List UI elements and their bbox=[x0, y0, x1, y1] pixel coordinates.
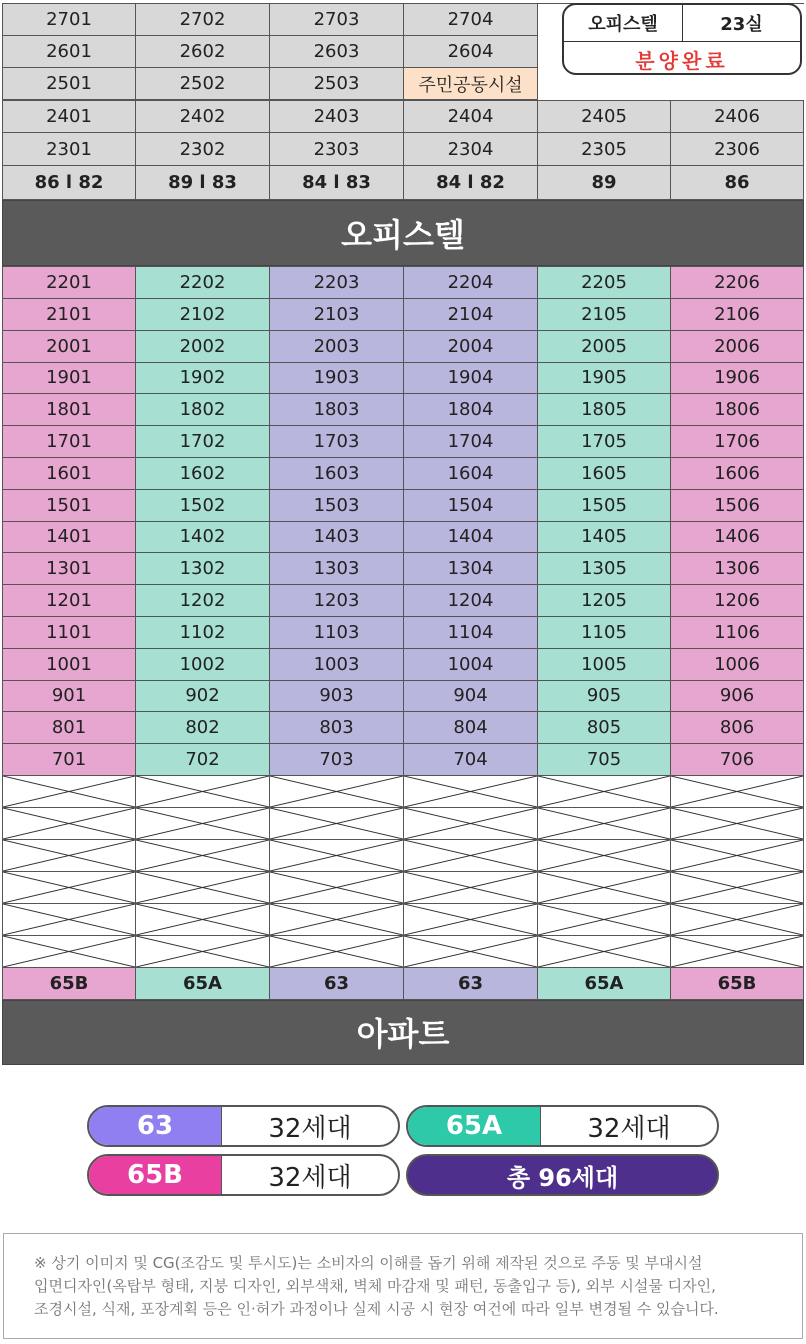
unit-cell: 706 bbox=[671, 744, 804, 776]
disclaimer-line: 조경시설, 식재, 포장계획 등은 인·허가 과정이나 실제 시공 시 현장 여건에 따라 일부 변경될 수 있습니다. bbox=[34, 1300, 719, 1318]
empty-unit-cell bbox=[2, 872, 136, 904]
unit-cell: 1004 bbox=[404, 649, 538, 681]
empty-unit-cell bbox=[270, 936, 404, 968]
empty-unit-cell bbox=[671, 840, 804, 872]
empty-unit-cell bbox=[538, 808, 671, 840]
empty-unit-cell bbox=[538, 872, 671, 904]
empty-unit-cell bbox=[404, 840, 538, 872]
unit-cell: 2005 bbox=[538, 331, 671, 363]
disclaimer-line: 입면디자인(옥탑부 형태, 지붕 디자인, 외부색채, 벽체 마감재 및 패턴, 동출입구 등), 외부 시설물 디자인, bbox=[34, 1277, 716, 1295]
apartment-unit-rows bbox=[2, 266, 804, 776]
unit-cell: 1303 bbox=[270, 553, 404, 585]
unit-cell: 1605 bbox=[538, 458, 671, 490]
unit-cell: 2101 bbox=[2, 299, 136, 331]
unit-cell: 1604 bbox=[404, 458, 538, 490]
empty-unit-cell bbox=[136, 904, 270, 936]
empty-unit-cell bbox=[136, 776, 270, 808]
empty-floor-row bbox=[2, 808, 804, 840]
unit-cell: 2703 bbox=[270, 4, 404, 36]
unit-cell: 2405 bbox=[538, 101, 671, 133]
legend-65b bbox=[87, 1154, 400, 1196]
unit-cell: 1105 bbox=[538, 617, 671, 649]
unit-cell: 1703 bbox=[270, 426, 404, 458]
unit-cell: 1306 bbox=[671, 553, 804, 585]
unit-cell: 1903 bbox=[270, 363, 404, 395]
unit-cell: 1801 bbox=[2, 394, 136, 426]
unit-cell: 1301 bbox=[2, 553, 136, 585]
legend-type: 65B bbox=[89, 1156, 221, 1194]
unit-cell: 2702 bbox=[136, 4, 270, 36]
empty-unit-cell bbox=[2, 776, 136, 808]
empty-unit-cell bbox=[538, 840, 671, 872]
status-count: 23실 bbox=[720, 14, 763, 35]
empty-unit-cell bbox=[404, 776, 538, 808]
unit-cell: 1205 bbox=[538, 585, 671, 617]
legend-type: 63 bbox=[89, 1107, 221, 1145]
unit-cell: 901 bbox=[2, 681, 136, 713]
unit-cell: 2001 bbox=[2, 331, 136, 363]
unit-cell: 1503 bbox=[270, 490, 404, 522]
unit-cell: 1002 bbox=[136, 649, 270, 681]
unit-cell: 1504 bbox=[404, 490, 538, 522]
unit-cell: 1101 bbox=[2, 617, 136, 649]
sold-out-label: 분양완료 bbox=[635, 48, 729, 73]
empty-unit-cell bbox=[270, 808, 404, 840]
apartment-row bbox=[2, 458, 804, 490]
unit-cell: 2701 bbox=[2, 4, 136, 36]
empty-unit-cell bbox=[2, 936, 136, 968]
unit-cell: 1803 bbox=[270, 394, 404, 426]
unit-cell: 2603 bbox=[270, 36, 404, 68]
unit-cell: 1501 bbox=[2, 490, 136, 522]
unit-cell: 1302 bbox=[136, 553, 270, 585]
unit-cell: 2103 bbox=[270, 299, 404, 331]
empty-unit-cell bbox=[538, 936, 671, 968]
unit-cell: 2502 bbox=[136, 68, 270, 100]
unit-cell: 1802 bbox=[136, 394, 270, 426]
unit-cell: 705 bbox=[538, 744, 671, 776]
unit-cell: 1505 bbox=[538, 490, 671, 522]
lower-floor-rows bbox=[2, 776, 804, 968]
unit-cell: 1502 bbox=[136, 490, 270, 522]
type-cell: 65B bbox=[2, 968, 136, 1000]
legend-count: 32세대 bbox=[540, 1107, 717, 1145]
unit-cell: 1202 bbox=[136, 585, 270, 617]
empty-unit-cell bbox=[2, 808, 136, 840]
unit-cell: 1905 bbox=[538, 363, 671, 395]
disclaimer-line: ※ 상기 이미지 및 CG(조감도 및 투시도)는 소비자의 이해를 돕기 위해 제작된 것으로 주동 및 부대시설 bbox=[34, 1254, 703, 1272]
empty-unit-cell bbox=[404, 936, 538, 968]
unit-cell: 902 bbox=[136, 681, 270, 713]
legend-total: 총 96세대 bbox=[406, 1154, 719, 1196]
unit-cell: 903 bbox=[270, 681, 404, 713]
unit-cell: 701 bbox=[2, 744, 136, 776]
unit-cell: 2006 bbox=[671, 331, 804, 363]
empty-unit-cell bbox=[671, 776, 804, 808]
empty-unit-cell bbox=[2, 904, 136, 936]
unit-cell: 2306 bbox=[671, 133, 804, 166]
unit-cell: 2402 bbox=[136, 101, 270, 133]
unit-cell: 1102 bbox=[136, 617, 270, 649]
unit-cell: 704 bbox=[404, 744, 538, 776]
empty-unit-cell bbox=[404, 808, 538, 840]
apartment-row bbox=[2, 490, 804, 522]
unit-cell: 1702 bbox=[136, 426, 270, 458]
apartment-row bbox=[2, 617, 804, 649]
unit-cell: 1806 bbox=[671, 394, 804, 426]
unit-cell: 2604 bbox=[404, 36, 538, 68]
unit-cell: 2501 bbox=[2, 68, 136, 100]
unit-cell: 2403 bbox=[270, 101, 404, 133]
type-cell: 65A bbox=[136, 968, 270, 1000]
empty-unit-cell bbox=[136, 840, 270, 872]
empty-floor-row bbox=[2, 872, 804, 904]
empty-unit-cell bbox=[671, 904, 804, 936]
unit-cell: 805 bbox=[538, 712, 671, 744]
unit-cell: 1304 bbox=[404, 553, 538, 585]
unit-cell: 1005 bbox=[538, 649, 671, 681]
apartment-row bbox=[2, 681, 804, 713]
legend-65a bbox=[406, 1105, 719, 1147]
unit-cell: 1705 bbox=[538, 426, 671, 458]
apartment-row bbox=[2, 553, 804, 585]
unit-cell: 1401 bbox=[2, 522, 136, 554]
unit-cell: 2102 bbox=[136, 299, 270, 331]
unit-cell: 1106 bbox=[671, 617, 804, 649]
unit-cell: 1104 bbox=[404, 617, 538, 649]
unit-cell: 1006 bbox=[671, 649, 804, 681]
type-cell: 89 bbox=[538, 166, 671, 200]
unit-cell: 905 bbox=[538, 681, 671, 713]
unit-cell: 2304 bbox=[404, 133, 538, 166]
unit-cell: 904 bbox=[404, 681, 538, 713]
legend-63 bbox=[87, 1105, 400, 1147]
unit-cell: 1203 bbox=[270, 585, 404, 617]
unit-cell: 1305 bbox=[538, 553, 671, 585]
sale-status-box bbox=[562, 3, 802, 75]
apartment-type-row bbox=[2, 968, 804, 1000]
officetel-band: 오피스텔 bbox=[2, 200, 804, 266]
empty-unit-cell bbox=[136, 808, 270, 840]
unit-cell: 1606 bbox=[671, 458, 804, 490]
unit-cell: 1204 bbox=[404, 585, 538, 617]
empty-unit-cell bbox=[270, 904, 404, 936]
unit-cell: 802 bbox=[136, 712, 270, 744]
unit-cell: 2601 bbox=[2, 36, 136, 68]
type-cell: 89 l 83 bbox=[136, 166, 270, 200]
type-cell: 86 l 82 bbox=[2, 166, 136, 200]
empty-unit-cell bbox=[136, 872, 270, 904]
empty-floor-row bbox=[2, 936, 804, 968]
unit-cell: 2704 bbox=[404, 4, 538, 36]
unit-cell: 1906 bbox=[671, 363, 804, 395]
empty-unit-cell bbox=[270, 776, 404, 808]
type-cell: 63 bbox=[404, 968, 538, 1000]
apartment-band: 아파트 bbox=[2, 1000, 804, 1065]
unit-cell: 1901 bbox=[2, 363, 136, 395]
unit-cell: 2602 bbox=[136, 36, 270, 68]
unit-cell: 906 bbox=[671, 681, 804, 713]
unit-cell: 1201 bbox=[2, 585, 136, 617]
type-cell: 65A bbox=[538, 968, 671, 1000]
row-23 bbox=[2, 133, 804, 166]
community-facility-cell: 주민공동시설 bbox=[404, 68, 538, 100]
legend-type: 65A bbox=[408, 1107, 540, 1145]
unit-cell: 1001 bbox=[2, 649, 136, 681]
unit-cell: 1805 bbox=[538, 394, 671, 426]
unit-cell: 1904 bbox=[404, 363, 538, 395]
empty-floor-row bbox=[2, 840, 804, 872]
unit-cell: 804 bbox=[404, 712, 538, 744]
unit-cell: 702 bbox=[136, 744, 270, 776]
empty-unit-cell bbox=[136, 936, 270, 968]
unit-cell: 1706 bbox=[671, 426, 804, 458]
empty-floor-row bbox=[2, 776, 804, 808]
apartment-row bbox=[2, 363, 804, 395]
unit-cell: 2301 bbox=[2, 133, 136, 166]
unit-cell: 2202 bbox=[136, 267, 270, 299]
unit-cell: 1402 bbox=[136, 522, 270, 554]
legend-count: 32세대 bbox=[221, 1107, 398, 1145]
unit-cell: 2201 bbox=[2, 267, 136, 299]
unit-cell: 2106 bbox=[671, 299, 804, 331]
unit-cell: 1902 bbox=[136, 363, 270, 395]
floor-plan-grid bbox=[2, 3, 804, 1065]
unit-cell: 1406 bbox=[671, 522, 804, 554]
unit-cell: 1602 bbox=[136, 458, 270, 490]
unit-cell: 806 bbox=[671, 712, 804, 744]
empty-unit-cell bbox=[270, 872, 404, 904]
status-type: 오피스텔 bbox=[564, 5, 683, 41]
unit-cell: 2206 bbox=[671, 267, 804, 299]
unit-cell: 1704 bbox=[404, 426, 538, 458]
row-24 bbox=[2, 100, 804, 133]
apartment-row bbox=[2, 744, 804, 776]
unit-cell: 1003 bbox=[270, 649, 404, 681]
empty-unit-cell bbox=[671, 936, 804, 968]
unit-cell: 1701 bbox=[2, 426, 136, 458]
empty-unit-cell bbox=[404, 904, 538, 936]
unit-cell: 2303 bbox=[270, 133, 404, 166]
empty-floor-row bbox=[2, 904, 804, 936]
apartment-row bbox=[2, 649, 804, 681]
empty-unit-cell bbox=[538, 776, 671, 808]
empty-unit-cell bbox=[671, 808, 804, 840]
apartment-row bbox=[2, 331, 804, 363]
empty-unit-cell bbox=[671, 872, 804, 904]
unit-cell: 2305 bbox=[538, 133, 671, 166]
unit-cell: 1103 bbox=[270, 617, 404, 649]
unit-cell: 1206 bbox=[671, 585, 804, 617]
type-cell: 65B bbox=[671, 968, 804, 1000]
unit-cell: 801 bbox=[2, 712, 136, 744]
unit-cell: 2205 bbox=[538, 267, 671, 299]
unit-cell: 703 bbox=[270, 744, 404, 776]
apartment-row bbox=[2, 585, 804, 617]
unit-cell: 2404 bbox=[404, 101, 538, 133]
type-cell: 86 bbox=[671, 166, 804, 200]
unit-cell: 1506 bbox=[671, 490, 804, 522]
unit-cell: 2401 bbox=[2, 101, 136, 133]
apartment-row bbox=[2, 426, 804, 458]
type-cell: 84 l 82 bbox=[404, 166, 538, 200]
type-cell: 63 bbox=[270, 968, 404, 1000]
unit-cell: 1603 bbox=[270, 458, 404, 490]
empty-unit-cell bbox=[404, 872, 538, 904]
unit-cell: 1601 bbox=[2, 458, 136, 490]
unit-cell: 2002 bbox=[136, 331, 270, 363]
unit-cell: 1404 bbox=[404, 522, 538, 554]
unit-cell: 2503 bbox=[270, 68, 404, 100]
empty-unit-cell bbox=[538, 904, 671, 936]
unit-cell: 803 bbox=[270, 712, 404, 744]
unit-cell: 2004 bbox=[404, 331, 538, 363]
unit-cell: 2406 bbox=[671, 101, 804, 133]
unit-cell: 2204 bbox=[404, 267, 538, 299]
unit-cell: 1405 bbox=[538, 522, 671, 554]
unit-cell: 1403 bbox=[270, 522, 404, 554]
apartment-row bbox=[2, 712, 804, 744]
unit-cell: 2104 bbox=[404, 299, 538, 331]
apartment-row bbox=[2, 522, 804, 554]
unit-cell: 2003 bbox=[270, 331, 404, 363]
apartment-row bbox=[2, 299, 804, 331]
unit-cell: 1804 bbox=[404, 394, 538, 426]
legend-count: 32세대 bbox=[221, 1156, 398, 1194]
officetel-type-row bbox=[2, 166, 804, 200]
empty-unit-cell bbox=[2, 840, 136, 872]
unit-cell: 2105 bbox=[538, 299, 671, 331]
empty-unit-cell bbox=[270, 840, 404, 872]
apartment-row bbox=[2, 394, 804, 426]
type-cell: 84 l 83 bbox=[270, 166, 404, 200]
disclaimer-box bbox=[3, 1233, 803, 1339]
apartment-row bbox=[2, 266, 804, 299]
unit-cell: 2203 bbox=[270, 267, 404, 299]
unit-cell: 2302 bbox=[136, 133, 270, 166]
